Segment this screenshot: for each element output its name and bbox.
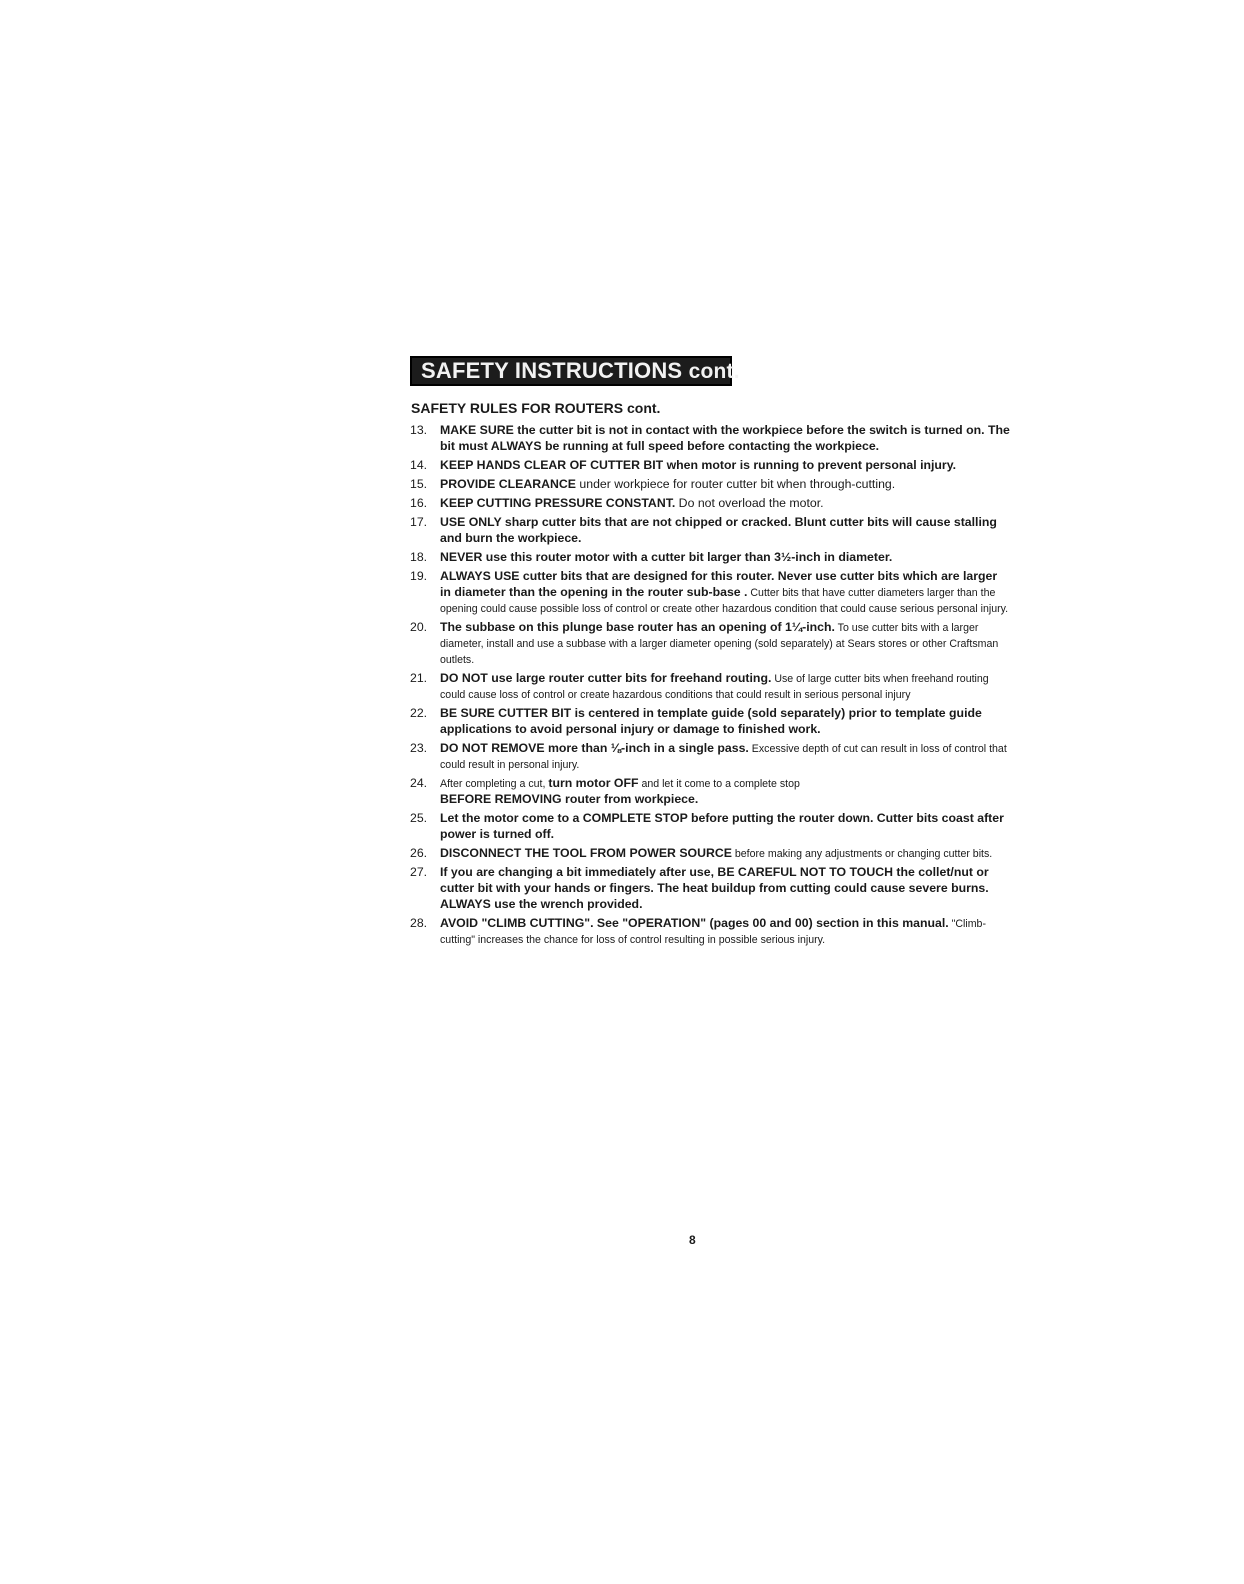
rule-text: BE SURE CUTTER BIT is centered in template guide (sold separately) prior to template guide applications to avoid personal injury or damage to finished work. xyxy=(440,706,982,736)
rule-text: ALWAYS USE cutter bits that are designed for this router. Never use cutter bits which are larger in diameter than the opening in the router sub-base . Cutter bits that have cutter diameters larger than the opening could cause possible loss of control or create other hazardous condition that could cause serious personal injury. xyxy=(440,569,1009,615)
rule-number: 28. xyxy=(410,916,428,930)
rule-item xyxy=(410,619,1010,667)
banner-title: SAFETY INSTRUCTIONS cont. xyxy=(421,358,740,383)
rule-item xyxy=(410,457,1010,473)
page-number: 8 xyxy=(689,1233,696,1247)
rule-number: 16. xyxy=(410,496,428,510)
rule-text: AVOID "CLIMB CUTTING". See "OPERATION" (pages 00 and 00) section in this manual. "Climb-cutting" increases the chance for loss of control resulting in possible serious injury. xyxy=(440,916,986,946)
rule-number: 14. xyxy=(410,458,428,472)
rule-text: If you are changing a bit immediately after use, BE CAREFUL NOT TO TOUCH the collet/nut or cutter bit with your hands or fingers. The heat buildup from cutting could cause severe burns. ALWAYS use the wrench provided. xyxy=(440,865,989,911)
rule-item xyxy=(410,495,1010,511)
rule-number: 17. xyxy=(410,515,428,529)
rule-item xyxy=(410,549,1010,565)
rule-item xyxy=(410,670,1010,702)
rule-text: DO NOT REMOVE more than ⅛-inch in a single pass. Excessive depth of cut can result in loss of control that could result in personal injury. xyxy=(440,741,1007,771)
rule-item xyxy=(410,740,1010,772)
rule-number: 22. xyxy=(410,706,428,720)
rule-item xyxy=(410,845,1010,861)
rule-text: NEVER use this router motor with a cutter bit larger than 3½-inch in diameter. xyxy=(440,550,893,564)
rule-number: 27. xyxy=(410,865,428,879)
section-banner xyxy=(410,356,740,386)
rule-text: DO NOT use large router cutter bits for freehand routing. Use of large cutter bits when freehand routing could cause loss of control or create hazardous conditions that could result in serious personal injury xyxy=(440,671,989,701)
rule-item xyxy=(410,705,1010,737)
rule-number: 26. xyxy=(410,846,428,860)
section-subheading: SAFETY RULES FOR ROUTERS cont. xyxy=(411,400,661,416)
rule-number: 23. xyxy=(410,741,428,755)
rule-number: 21. xyxy=(410,671,428,685)
rule-number: 13. xyxy=(410,423,428,437)
rule-item xyxy=(410,864,1010,912)
rule-text: KEEP HANDS CLEAR OF CUTTER BIT when motor is running to prevent personal injury. xyxy=(440,458,957,472)
rule-text: PROVIDE CLEARANCE under workpiece for router cutter bit when through-cutting. xyxy=(440,477,896,491)
rule-item xyxy=(410,476,1010,492)
rule-text: MAKE SURE the cutter bit is not in contact with the workpiece before the switch is turned on. The bit must ALWAYS be running at full speed before contacting the workpiece. xyxy=(440,423,1010,453)
rule-number: 24. xyxy=(410,776,428,790)
rule-number: 19. xyxy=(410,569,428,583)
rule-number: 15. xyxy=(410,477,428,491)
rule-item xyxy=(410,422,1010,454)
rule-text: KEEP CUTTING PRESSURE CONSTANT. Do not overload the motor. xyxy=(440,496,824,510)
rule-number: 18. xyxy=(410,550,428,564)
rule-text: After completing a cut, turn motor OFF and let it come to a complete stop BEFORE REMOVING router from workpiece. xyxy=(440,776,800,806)
rule-item xyxy=(410,915,1010,947)
rule-number: 20. xyxy=(410,620,428,634)
rule-text: The subbase on this plunge base router has an opening of 1¼-inch. To use cutter bits with a larger diameter, install and use a subbase with a larger diameter opening (sold separately) at Sears stores or other Craftsman outlets. xyxy=(440,620,999,666)
rule-text: DISCONNECT THE TOOL FROM POWER SOURCE before making any adjustments or changing cutter bits. xyxy=(440,846,993,860)
rule-item xyxy=(410,775,1010,807)
rule-text: Let the motor come to a COMPLETE STOP before putting the router down. Cutter bits coast after power is turned off. xyxy=(440,811,1004,841)
rule-item xyxy=(410,568,1010,616)
rules-list xyxy=(410,422,1010,950)
rule-number: 25. xyxy=(410,811,428,825)
rule-item xyxy=(410,810,1010,842)
rule-item xyxy=(410,514,1010,546)
rule-text: USE ONLY sharp cutter bits that are not chipped or cracked. Blunt cutter bits will cause stalling and burn the workpiece. xyxy=(440,515,997,545)
